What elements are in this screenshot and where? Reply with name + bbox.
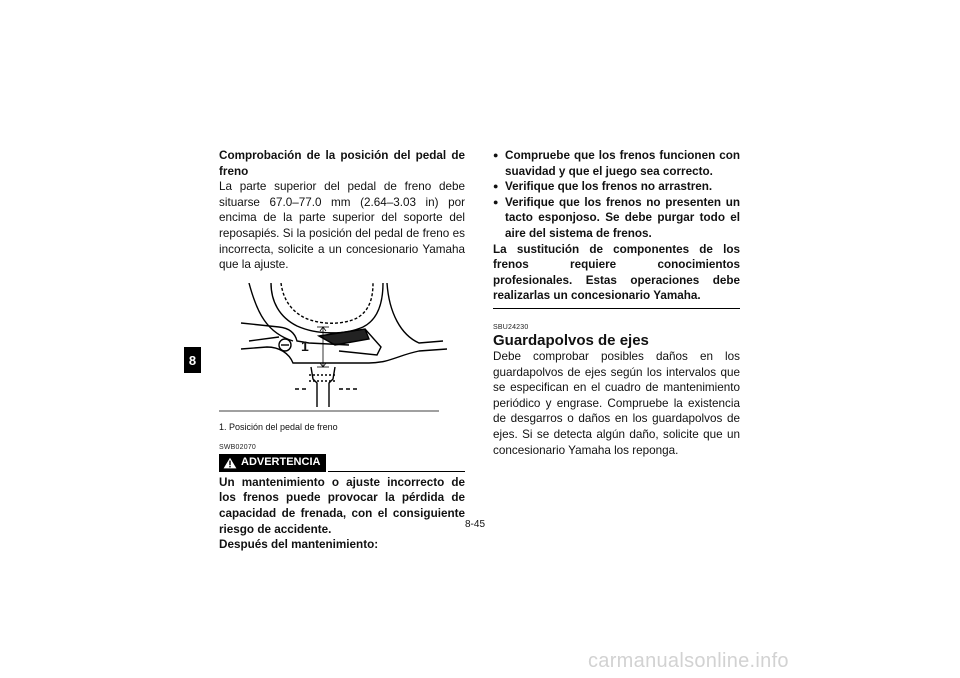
note-rule [493, 308, 740, 309]
brake-pedal-body: La parte superior del pedal de freno debe situarse 67.0–77.0 mm (2.64–3.03 in) por encima de la parte superior del soporte del reposapiés. Si la posición del pedal de freno es incorrecta, solicite a un concesionario Yamaha que la ajuste. [219, 180, 465, 272]
list-item [493, 179, 740, 195]
bullet-text-1: Compruebe que los frenos funcionen con suavidad y que el juego sea correcto. [505, 149, 740, 178]
section-title: Guardapolvos de ejes [493, 331, 649, 349]
bullet-dot-icon: ● [493, 150, 499, 160]
bullet-text-3: Verifique que los frenos no presenten un tacto esponjoso. Se debe purgar todo el aire del sistema de frenos. [505, 195, 740, 240]
after-maintenance-text: Después del mantenimiento: [219, 538, 379, 552]
page-number: 8-45 [465, 519, 486, 530]
section-code: SBU24230 [493, 323, 529, 331]
warning-label: ADVERTENCIA [241, 455, 321, 468]
warning-rule [328, 471, 465, 472]
brake-pedal-illustration [219, 283, 465, 417]
right-column [493, 148, 740, 458]
brake-pedal-heading: Comprobación de la posición del pedal de freno [219, 149, 465, 178]
bullet-dot-icon: ● [493, 196, 499, 207]
watermark: carmanualsonline.info [588, 650, 789, 672]
bullet-text-2: Verifique que los frenos no arrastren. [505, 180, 713, 194]
brake-parts-note: La sustitución de componentes de los frenos requiere conocimientos profesionales. Estas operaciones debe realizarlas un concesionario Yamaha. [493, 242, 740, 303]
section-tab: 8 [184, 347, 201, 373]
warning-code: SWB02070 [219, 443, 257, 451]
figure-caption: 1. Posición del pedal de freno [219, 421, 338, 432]
figure-callout-1: 1 [301, 337, 309, 354]
warning-text: Un mantenimiento o ajuste incorrecto de los frenos puede provocar la pérdida de capacidad de frenada, con el consiguiente riesgo de accidente. [219, 475, 465, 536]
warning-badge [219, 454, 326, 472]
bullet-dot-icon: ● [493, 181, 499, 192]
list-item [493, 148, 740, 179]
left-column [219, 148, 465, 553]
brake-pedal-drawing [219, 283, 465, 417]
warning-header [219, 454, 465, 472]
warning-triangle-icon [223, 457, 237, 469]
section-body: Debe comprobar posibles daños en los guardapolvos de ejes según los intervalos que se especifican en el cuadro de mantenimiento periódico y engrase. Compruebe la existencia de desgarros o daños en los guardapolvos de ejes. Si se detecta algún daño, solicite que un concesionario Yamaha los reponga. [493, 349, 740, 457]
list-item [493, 195, 740, 242]
